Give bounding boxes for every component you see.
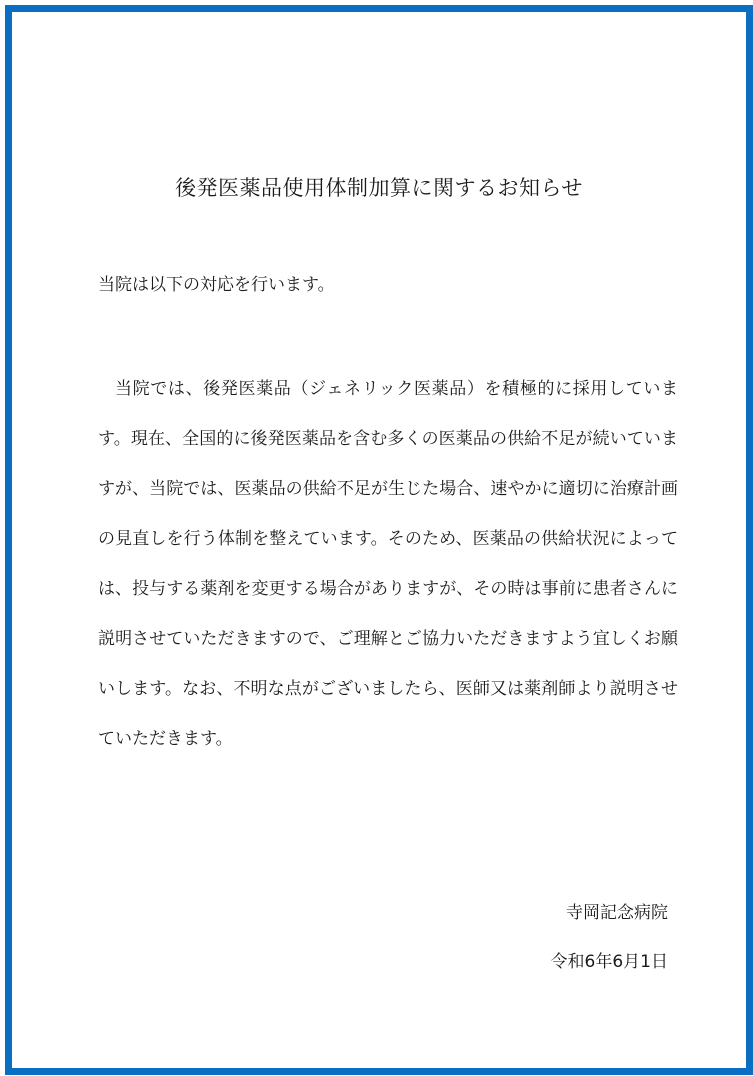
notice-title: 後発医薬品使用体制加算に関するお知らせ bbox=[175, 176, 583, 200]
notice-body: 当院では、後発医薬品（ジェネリック医薬品）を積極的に採用しています。現在、全国的に後発医薬品を含む多くの医薬品の供給不足が続いていますが、当院では、医薬品の供給不足が生じた場合、速やかに適切に治療計画の見直しを行う体制を整えています。そのため、医薬品の供給状況によっては、投与する薬剤を変更する場合がありますが、その時は事前に患者さんに説明させていただきますので、ご理解とご協力いただきますよう宜しくお願いします。なお、不明な点がございましたら、医師又は薬剤師より説明させていただきます。 bbox=[98, 379, 678, 749]
notice-intro: 当院は以下の対応を行います。 bbox=[98, 275, 335, 295]
organization-name: 寺岡記念病院 bbox=[566, 903, 668, 923]
notice-frame bbox=[5, 5, 753, 1075]
notice-date: 令和6年6月1日 bbox=[550, 952, 668, 972]
